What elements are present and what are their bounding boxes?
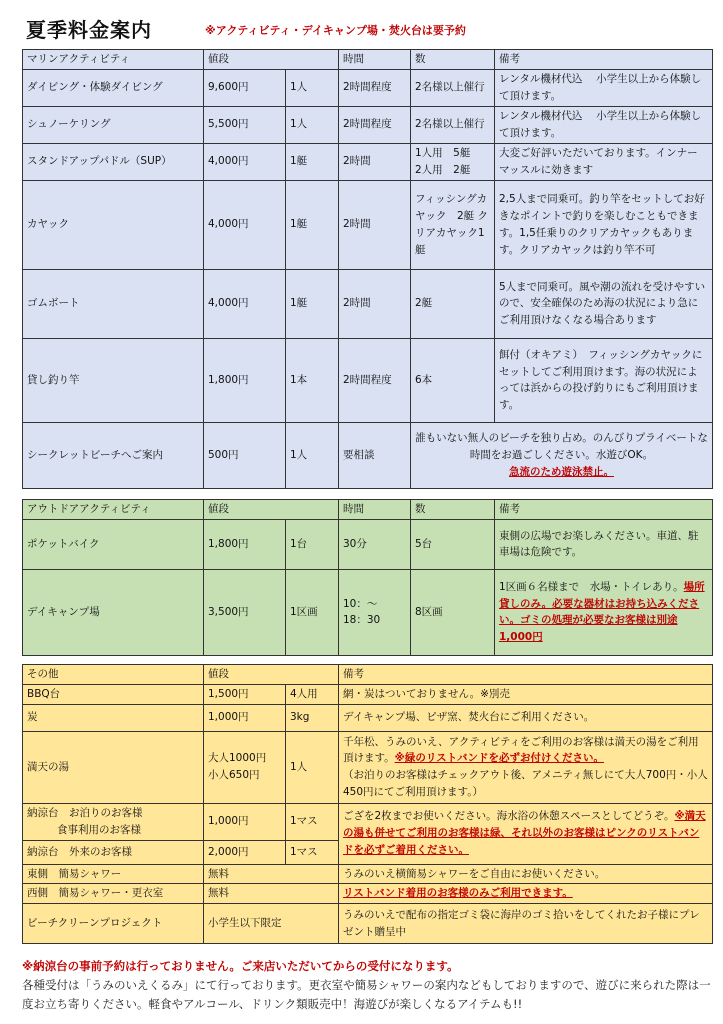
item-note: リストバンド着用のお客様のみご利用できます。 [339, 884, 713, 904]
item-name: ポケットバイク [23, 519, 204, 569]
item-price: 1,000円 [204, 803, 286, 840]
item-count: 2艇 [411, 269, 495, 338]
item-time: 2時間 [339, 143, 411, 180]
item-name: 納涼台 外来のお客様 [23, 840, 204, 864]
table-row [23, 704, 713, 731]
item-time: 30分 [339, 519, 411, 569]
item-price: 4,000円 [204, 180, 286, 269]
item-count: 5台 [411, 519, 495, 569]
item-price: 小学生以下限定 [204, 904, 339, 944]
item-count: 2名様以上催行 [411, 69, 495, 106]
item-note: レンタル機材代込 小学生以上から体験して頂けます。 [495, 69, 713, 106]
item-name: 貸し釣り竿 [23, 338, 204, 422]
item-note: 網・炭はついておりません。※別売 [339, 684, 713, 704]
item-name: 東側 簡易シャワー [23, 864, 204, 884]
header-category: アウトドアアクティビティ [23, 500, 204, 520]
item-name [23, 803, 204, 840]
item-name: 西側 簡易シャワー・更衣室 [23, 884, 204, 904]
item-price: 2,000円 [204, 840, 286, 864]
header-time: 時間 [339, 50, 411, 70]
time-line: 10：～ [343, 597, 378, 610]
item-unit: 1艇 [286, 269, 339, 338]
item-unit: 1艇 [286, 180, 339, 269]
item-count: 6本 [411, 338, 495, 422]
item-unit: 1区画 [286, 569, 339, 655]
item-price: 4,000円 [204, 143, 286, 180]
item-name: ダイビング・体験ダイビング [23, 69, 204, 106]
note-text: （お泊りのお客様はチェックアウト後、アメニティ無しにて大人700円・小人450円にてご利用頂けます。） [343, 769, 708, 798]
item-price: 5,500円 [204, 106, 286, 143]
item-unit: 1人 [286, 69, 339, 106]
note-text: 誰もいない無人のビーチを独り占め。のんびりプライベートな時間をお過ごしください。水遊びOK。 [415, 432, 708, 461]
item-time: 2時間 [339, 180, 411, 269]
item-price: 1,500円 [204, 684, 286, 704]
count-line: 1人用 5艇 [415, 147, 471, 159]
item-note: 大変ご好評いただいております。インナーマッスルに効きます [495, 143, 713, 180]
header-category: その他 [23, 665, 204, 685]
header-note: 備考 [495, 50, 713, 70]
item-name: シュノーケリング [23, 106, 204, 143]
item-name: シークレットビーチへご案内 [23, 422, 204, 488]
header-category: マリンアクティビティ [23, 50, 204, 70]
table-header-row [23, 665, 713, 685]
item-note: うみのいえ横簡易シャワーをご自由にお使いください。 [339, 864, 713, 884]
time-line: 18：30 [343, 614, 381, 627]
item-price: 1,800円 [204, 338, 286, 422]
item-unit: 1本 [286, 338, 339, 422]
table-row [23, 731, 713, 803]
item-note [411, 422, 713, 488]
item-name: カヤック [23, 180, 204, 269]
table-row [23, 180, 713, 269]
table-row [23, 684, 713, 704]
table-row [23, 269, 713, 338]
item-time: 要相談 [339, 422, 411, 488]
item-note: 東側の広場でお楽しみください。車道、駐車場は危険です。 [495, 519, 713, 569]
table-row [23, 422, 713, 488]
header-note: 備考 [495, 500, 713, 520]
table-header-row [23, 500, 713, 520]
item-note: デイキャンプ場、ピザ窯、焚火台にご利用ください。 [339, 704, 713, 731]
note-text: ござを2枚までお使いください。海水浴の休憩スペースとしてどうぞ。 [343, 810, 675, 823]
outdoor-activity-table [22, 499, 713, 656]
item-price: 1,800円 [204, 519, 286, 569]
item-price: 9,600円 [204, 69, 286, 106]
note-warning: 場所貸しのみ。必要な器材はお持ち込みください。ゴミの処理が必要なお客様は別途1,000円 [499, 580, 705, 644]
item-time: 2時間 [339, 269, 411, 338]
item-note [495, 569, 713, 655]
reservation-notice: ※アクティビティ・デイキャンプ場・焚火台は要予約 [205, 24, 466, 37]
item-name: 炭 [23, 704, 204, 731]
item-note: 餌付（オキアミ） フィッシングカヤックにセットしてご利用頂けます。海の状況によっては浜からの投げ釣りにもご利用頂けます。 [495, 338, 713, 422]
item-price: 3,500円 [204, 569, 286, 655]
table-row [23, 803, 713, 840]
item-price: 4,000円 [204, 269, 286, 338]
name-line: 納涼台 お泊りのお客様 [27, 806, 143, 819]
item-note: 5人まで同乗可。風や潮の流れを受けやすいので、安全確保のため海の状況により急にご利用頂けなくなる場合あります [495, 269, 713, 338]
item-name: ビーチクリーンプロジェクト [23, 904, 204, 944]
table-row [23, 69, 713, 106]
item-price: 500円 [204, 422, 286, 488]
item-count: フィッシングカヤック 2艇 クリアカヤック1艇 [411, 180, 495, 269]
note-text: 1区画６名様まで 水場・トイレあり。 [499, 580, 684, 593]
name-line: 食事利用のお客様 [57, 823, 141, 836]
item-name: BBQ台 [23, 684, 204, 704]
table-row [23, 143, 713, 180]
item-unit: 1人 [286, 731, 339, 803]
item-price: 1,000円 [204, 704, 286, 731]
count-line: 2人用 2艇 [415, 163, 471, 176]
item-name: デイキャンプ場 [23, 569, 204, 655]
page-title: 夏季料金案内 [26, 18, 152, 42]
item-unit: 1マス [286, 840, 339, 864]
table-row [23, 569, 713, 655]
item-note [339, 803, 713, 864]
item-count [411, 143, 495, 180]
item-price [204, 731, 286, 803]
header-count: 数 [411, 500, 495, 520]
item-time [339, 569, 411, 655]
table-row [23, 106, 713, 143]
item-note [339, 731, 713, 803]
table-row [23, 904, 713, 944]
table-row [23, 884, 713, 904]
note-text: 千年松、うみのいえ、アクティビティをご利用のお客様は満天の湯をご利用頂けます。 [343, 735, 699, 765]
item-count: 2名様以上催行 [411, 106, 495, 143]
item-time: 2時間程度 [339, 338, 411, 422]
item-name: 満天の湯 [23, 731, 204, 803]
table-row [23, 864, 713, 884]
header-price: 値段 [204, 500, 339, 520]
price-line: 小人650円 [208, 769, 260, 782]
item-time: 2時間程度 [339, 69, 411, 106]
item-unit: 1マス [286, 803, 339, 840]
marine-activity-table [22, 49, 713, 489]
item-unit: 1艇 [286, 143, 339, 180]
item-unit: 1人 [286, 106, 339, 143]
item-name: ゴムボート [23, 269, 204, 338]
header-count: 数 [411, 50, 495, 70]
header-note: 備考 [339, 665, 713, 685]
table-header-row [23, 50, 713, 70]
item-note: うみのいえで配布の指定ゴミ袋に海岸のゴミ拾いをしてくれたお子様にプレゼント贈呈中 [339, 904, 713, 944]
swimming-warning: 急流のため遊泳禁止。 [509, 465, 614, 478]
item-note: 2,5人まで同乗可。釣り竿をセットしてお好きなポイントで釣りを楽しむこともできます。1,5任乗りのクリアカヤックもあります。クリアカヤックは釣り竿不可 [495, 180, 713, 269]
table-row [23, 338, 713, 422]
reservation-warning: ※納涼台の事前予約は行っておりません。ご来店いただいてからの受付になります。 [22, 959, 459, 973]
item-unit: 1台 [286, 519, 339, 569]
item-price: 無料 [204, 884, 339, 904]
price-line: 大人1000円 [208, 752, 267, 765]
header-price: 値段 [204, 50, 339, 70]
item-note: レンタル機材代込 小学生以上から体験して頂けます。 [495, 106, 713, 143]
reception-info: 各種受付は「うみのいえくるみ」にて行っております。更衣室や簡易シャワーの案内などもしておりますので、遊びに来られた際は一度お立ち寄りください。軽食やアルコール、ドリンク類販売中！海遊びが楽しくなるアイテムも!! [22, 978, 711, 1011]
item-unit: 3kg [286, 704, 339, 731]
wristband-warning: ※満天の湯も併せてご利用のお客様は緑、それ以外のお客様はピンクのリストバンドを必ずご着用ください。 [343, 810, 706, 856]
item-unit: 4人用 [286, 684, 339, 704]
other-items-table [22, 664, 713, 944]
header-price: 値段 [204, 665, 339, 685]
header-time: 時間 [339, 500, 411, 520]
table-row [23, 519, 713, 569]
wristband-warning: ※緑のリストバンドを必ずお付けください。 [394, 752, 604, 765]
item-time: 2時間程度 [339, 106, 411, 143]
item-price: 無料 [204, 864, 339, 884]
item-name: スタンドアップパドル（SUP） [23, 143, 204, 180]
item-count: 8区画 [411, 569, 495, 655]
item-unit: 1人 [286, 422, 339, 488]
